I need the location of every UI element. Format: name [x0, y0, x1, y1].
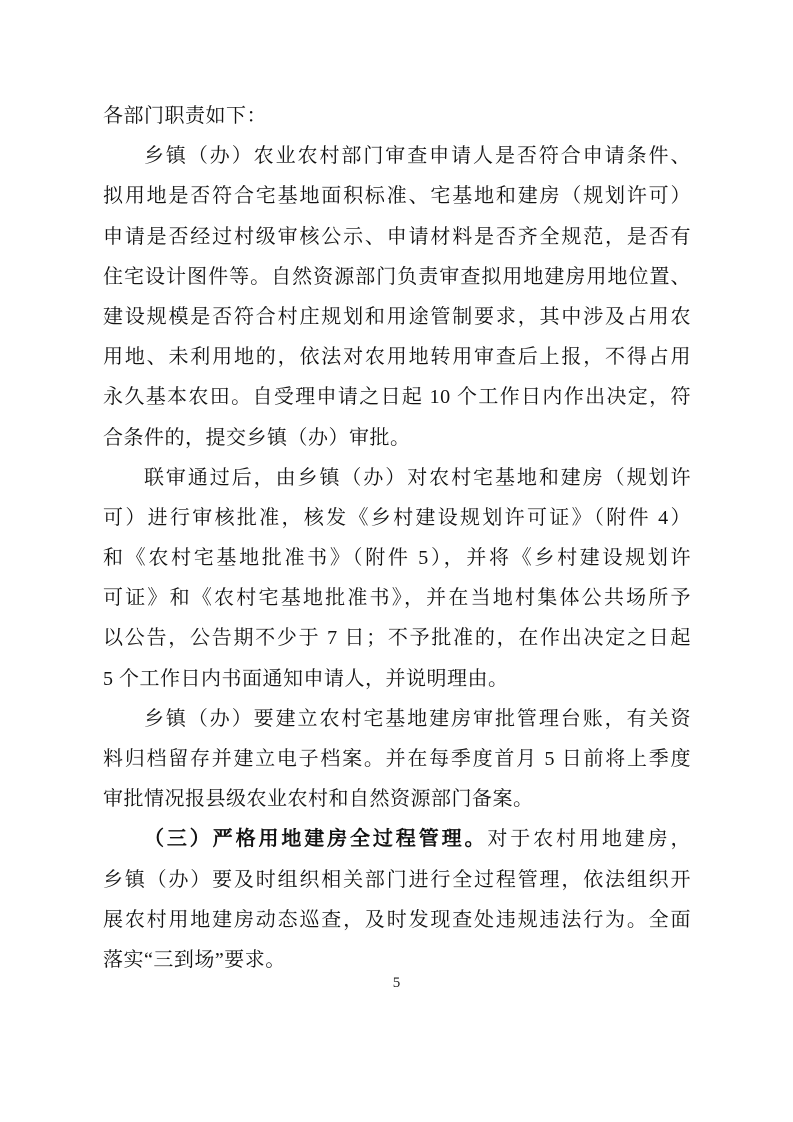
- text-line: 和《农村宅基地批准书》（附件 5），并将《乡村建设规划许: [103, 547, 691, 570]
- text-line: 住宅设计图件等。自然资源部门负责审查拟用地建房用地位置、: [103, 265, 691, 288]
- text-line: 用地、未利用地的，依法对农用地转用审查后上报，不得占用: [103, 346, 691, 369]
- text-line: 料归档留存并建立电子档案。并在每季度首月 5 日前将上季度: [103, 748, 691, 770]
- text-line: 5 个工作日内书面通知申请人，并说明理由。: [103, 667, 509, 690]
- text-line: 落实“三到场”要求。: [103, 948, 286, 971]
- text-line: 申请是否经过村级审核公示、申请材料是否齐全规范，是否有: [103, 225, 691, 248]
- text-line: 以公告，公告期不少于 7 日；不予批准的，在作出决定之日起: [103, 627, 691, 650]
- text-line: 乡镇（办）要建立农村宅基地建房审批管理台账，有关资: [144, 707, 691, 730]
- text-line: 可）进行审核批准，核发《乡村建设规划许可证》（附件 4）: [103, 506, 691, 529]
- text-line: 拟用地是否符合宅基地面积标准、宅基地和建房（规划许可）: [103, 185, 691, 208]
- section-heading: （三）严格用地建房全过程管理。: [144, 828, 488, 851]
- text-line: 建设规模是否符合村庄规划和用途管制要求，其中涉及占用农: [103, 305, 691, 328]
- text-line: 可证》和《农村宅基地批准书》，并在当地村集体公共场所予: [103, 587, 691, 610]
- text-line: 联审通过后，由乡镇（办）对农村宅基地和建房（规划许: [144, 466, 691, 489]
- text-run: 对于农村用地建房，: [487, 828, 692, 851]
- page-number: 5: [392, 975, 401, 991]
- text-line: 合条件的，提交乡镇（办）审批。: [103, 426, 411, 449]
- text-line: 展农村用地建房动态巡查，及时发现查处违规违法行为。全面: [103, 908, 691, 931]
- text-line: 永久基本农田。自受理申请之日起 10 个工作日内作出决定，符: [103, 386, 691, 409]
- text-line: 乡镇（办）要及时组织相关部门进行全过程管理，依法组织开: [103, 868, 691, 891]
- text-line: 各部门职责如下：: [103, 105, 267, 127]
- text-line: 乡镇（办）农业农村部门审查申请人是否符合申请条件、: [144, 145, 691, 168]
- text-line: 审批情况报县级农业农村和自然资源部门备案。: [103, 788, 534, 811]
- document-body: [103, 96, 691, 980]
- section-heading-line: [103, 819, 691, 859]
